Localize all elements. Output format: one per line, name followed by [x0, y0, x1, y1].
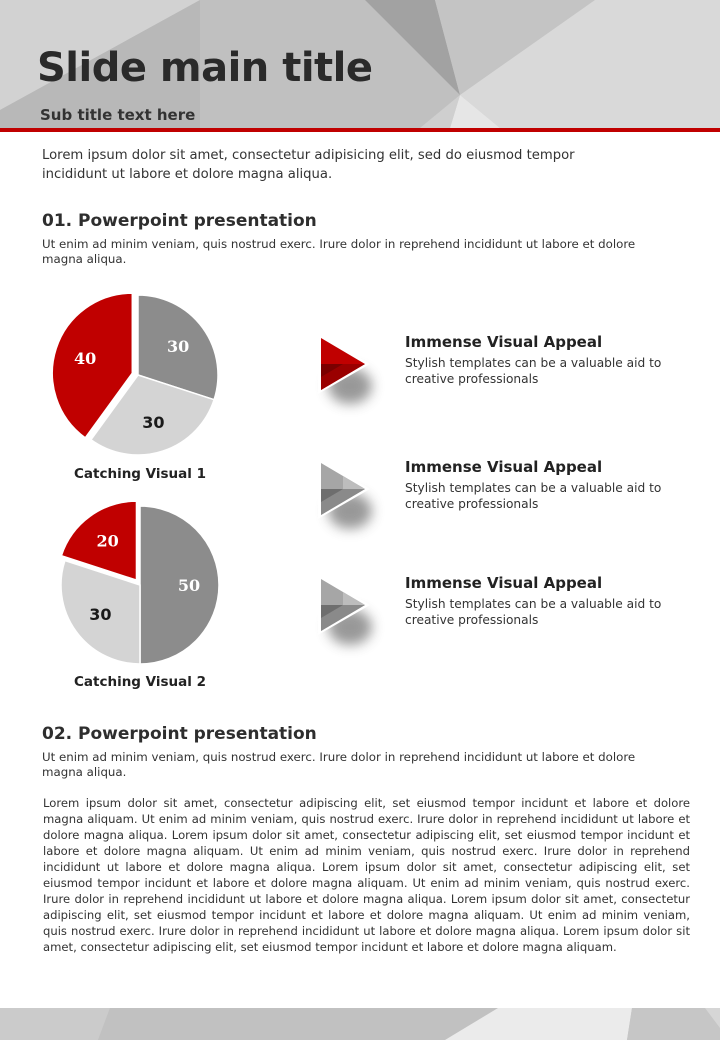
- section-2-title: 02. Powerpoint presentation: [42, 724, 317, 744]
- feature-item: [405, 333, 665, 387]
- pie-slice-label: 40: [73, 348, 97, 368]
- section-2-body: Lorem ipsum dolor sit amet, consectetur adipiscing elit, set eiusmod tempor incidunt et labore et dolore magna aliquam. Ut enim ad minim veniam, quis nostrud exerc. Irure dolor in reprehend incididunt ut labore et dolore magna aliqua. Lorem ipsum dolor sit amet, consectetur adipiscing elit, set eiusmod tempor incidunt et labore et dolore magna aliquam. Ut enim ad minim veniam, quis nostrud exerc. Irure dolor in reprehend incididunt ut labore et dolore magna aliqua. Lorem ipsum dolor sit amet, consectetur adipiscing elit, set eiusmod tempor incidunt et labore et dolore magna aliquam. Ut enim ad minim veniam, quis nostrud exerc. Irure dolor in reprehend incididunt ut labore et dolore magna aliqua. Lorem ipsum dolor sit amet, consectetur adipiscing elit, set eiusmod tempor incidunt et labore et dolore magna aliquam. Ut enim ad minim veniam, quis nostrud exerc. Irure dolor in reprehend incididunt ut labore et dolore magna aliqua. Lorem ipsum dolor sit amet, consectetur adipiscing elit, set eiusmod tempor incidunt et labore et dolore magna aliquam.: [43, 796, 690, 954]
- pie-slice-label: 50: [177, 576, 201, 595]
- feature-description: Stylish templates can be a valuable aid to creative professionals: [405, 356, 662, 386]
- page-title: Slide main title: [37, 45, 373, 91]
- play-arrow-gray-icon: [312, 569, 392, 659]
- pie-slice-label: 30: [89, 604, 112, 624]
- header-banner: [0, 0, 720, 128]
- section-1-title: 01. Powerpoint presentation: [42, 211, 317, 231]
- header-divider: [0, 128, 720, 132]
- section-2-description: Ut enim ad minim veniam, quis nostrud exerc. Irure dolor in reprehend incididunt ut labore et dolore magna aliqua.: [42, 750, 636, 779]
- page-subtitle: Sub title text here: [40, 106, 196, 124]
- pie-chart-1: [40, 288, 240, 458]
- feature-title: Immense Visual Appeal: [405, 574, 603, 592]
- feature-title: Immense Visual Appeal: [405, 458, 603, 476]
- pie-chart-2-caption: Catching Visual 2: [73, 674, 206, 690]
- pie-slice-label: 30: [142, 413, 165, 433]
- pie-chart-1-caption: Catching Visual 1: [73, 466, 206, 482]
- feature-description: Stylish templates can be a valuable aid to creative professionals: [405, 597, 662, 627]
- section-1-description: Ut enim ad minim veniam, quis nostrud exerc. Irure dolor in reprehend incididunt ut labore et dolore magna aliqua.: [42, 237, 636, 266]
- feature-item: [405, 458, 665, 512]
- polygon-background: [0, 1008, 720, 1040]
- feature-description: Stylish templates can be a valuable aid to creative professionals: [405, 481, 662, 511]
- feature-title: Immense Visual Appeal: [405, 333, 603, 351]
- pie-chart-2: [40, 492, 240, 670]
- play-arrow-gray-icon: [312, 453, 392, 543]
- pie-slice-label: 20: [96, 531, 119, 551]
- play-arrow-red-icon: [312, 328, 392, 418]
- footer-banner: [0, 1008, 720, 1040]
- feature-item: [405, 574, 665, 628]
- pie-slice-label: 30: [166, 336, 190, 356]
- intro-text: Lorem ipsum dolor sit amet, consectetur adipisicing elit, sed do eiusmod tempor incididunt ut labore et dolore magna aliqua.: [42, 148, 575, 182]
